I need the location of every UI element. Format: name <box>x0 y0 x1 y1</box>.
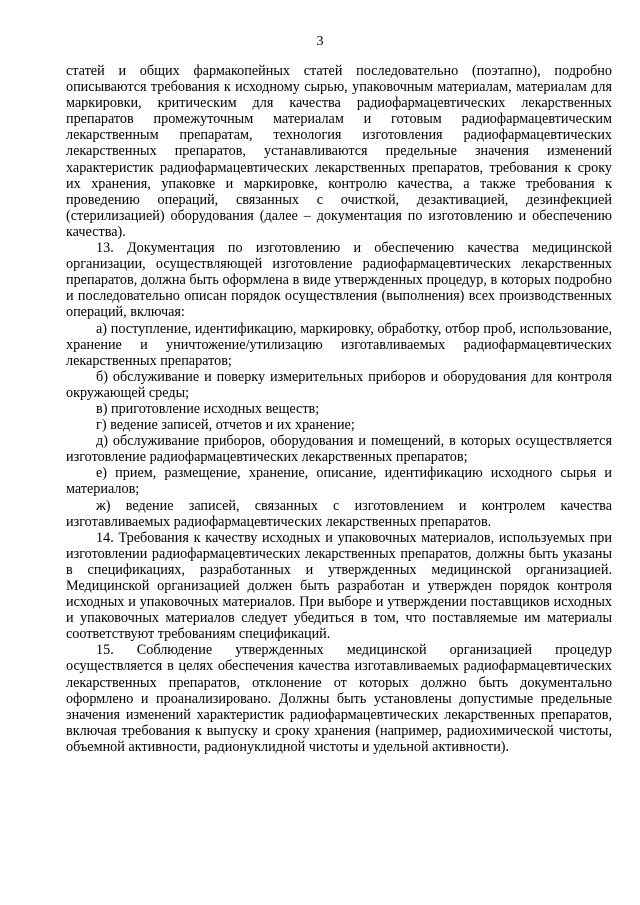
document-body <box>66 63 612 755</box>
paragraph-13: 13. Документация по изготовлению и обеспечению качества медицинской организации, осуществляющей изготовление радиофармацевтических лекарственных препаратов, должна быть оформлена в виде утвержденных процедур, в которых подробно и последовательно описан порядок осуществления (выполнения) всех производственных операций, включая: <box>66 240 612 321</box>
list-item-v: в) приготовление исходных веществ; <box>96 400 320 417</box>
list-item-b: б) обслуживание и поверку измерительных приборов и оборудования для контроля окружающей среды; <box>66 368 612 401</box>
paragraph-14: 14. Требования к качеству исходных и упаковочных материалов, используемых при изготовлении радиофармацевтических лекарственных препаратов, должны быть указаны в спецификациях, разработанных и утвержденных медицинской организацией. Медицинской организацией должен быть разработан и утвержден порядок контроля исходных и упаковочных материалов. При выборе и утверждении поставщиков исходных и упаковочных материалов следует убедиться в том, что поставляемые им материалы соответствуют требованиям спецификаций. <box>66 529 612 643</box>
list-item-g: г) ведение записей, отчетов и их хранение; <box>96 417 355 434</box>
paragraph-15: 15. Соблюдение утвержденных медицинской организацией процедур осуществляется в целях обеспечения качества изготавливаемых радиофармацевтических лекарственных препаратов, отклонение от которых должно быть документально оформлено и проанализировано. Должны быть установлены допустимые предельные значения изменений характеристик радиофармацевтических лекарственных препаратов, включая требования к выпуску и сроку хранения (например, радиохимической чистоты, объемной активности, радионуклидной чистоты и удельной активности). <box>66 642 612 755</box>
page-number: 3 <box>316 34 324 49</box>
paragraph-continuation: статей и общих фармакопейных статей последовательно (поэтапно), подробно описываются требования к исходному сырью, упаковочным материалам, материалам для маркировки, критическим для качества радиофармацевтических лекарственных препаратов промежуточным материалам и готовым радиофармацевтическим лекарственным препаратам, технология изготовления радиофармацевтических лекарственных препаратов, устанавливаются предельные значения изменений характеристик радиофармацевтических лекарственных препаратов, требования к сроку их хранения, упаковке и маркировке, контролю качества, а также требования к проведению операций, связанных с очисткой, дезактивацией, дезинфекцией (стерилизацией) оборудования (далее – документация по изготовлению и обеспечению качества). <box>66 63 612 240</box>
list-item-a: а) поступление, идентификацию, маркировку, обработку, отбор проб, использование, хранение и уничтожение/утилизацию изготавливаемых радиофармацевтических лекарственных препаратов; <box>66 320 612 369</box>
list-item-e: е) прием, размещение, хранение, описание, идентификацию исходного сырья и материалов; <box>66 465 612 498</box>
list-item-d: д) обслуживание приборов, оборудования и помещений, в которых осуществляется изготовление радиофармацевтических лекарственных препаратов; <box>66 433 612 466</box>
list-item-zh: ж) ведение записей, связанных с изготовлением и контролем качества изготавливаемых радиофармацевтических лекарственных препаратов. <box>66 497 612 530</box>
